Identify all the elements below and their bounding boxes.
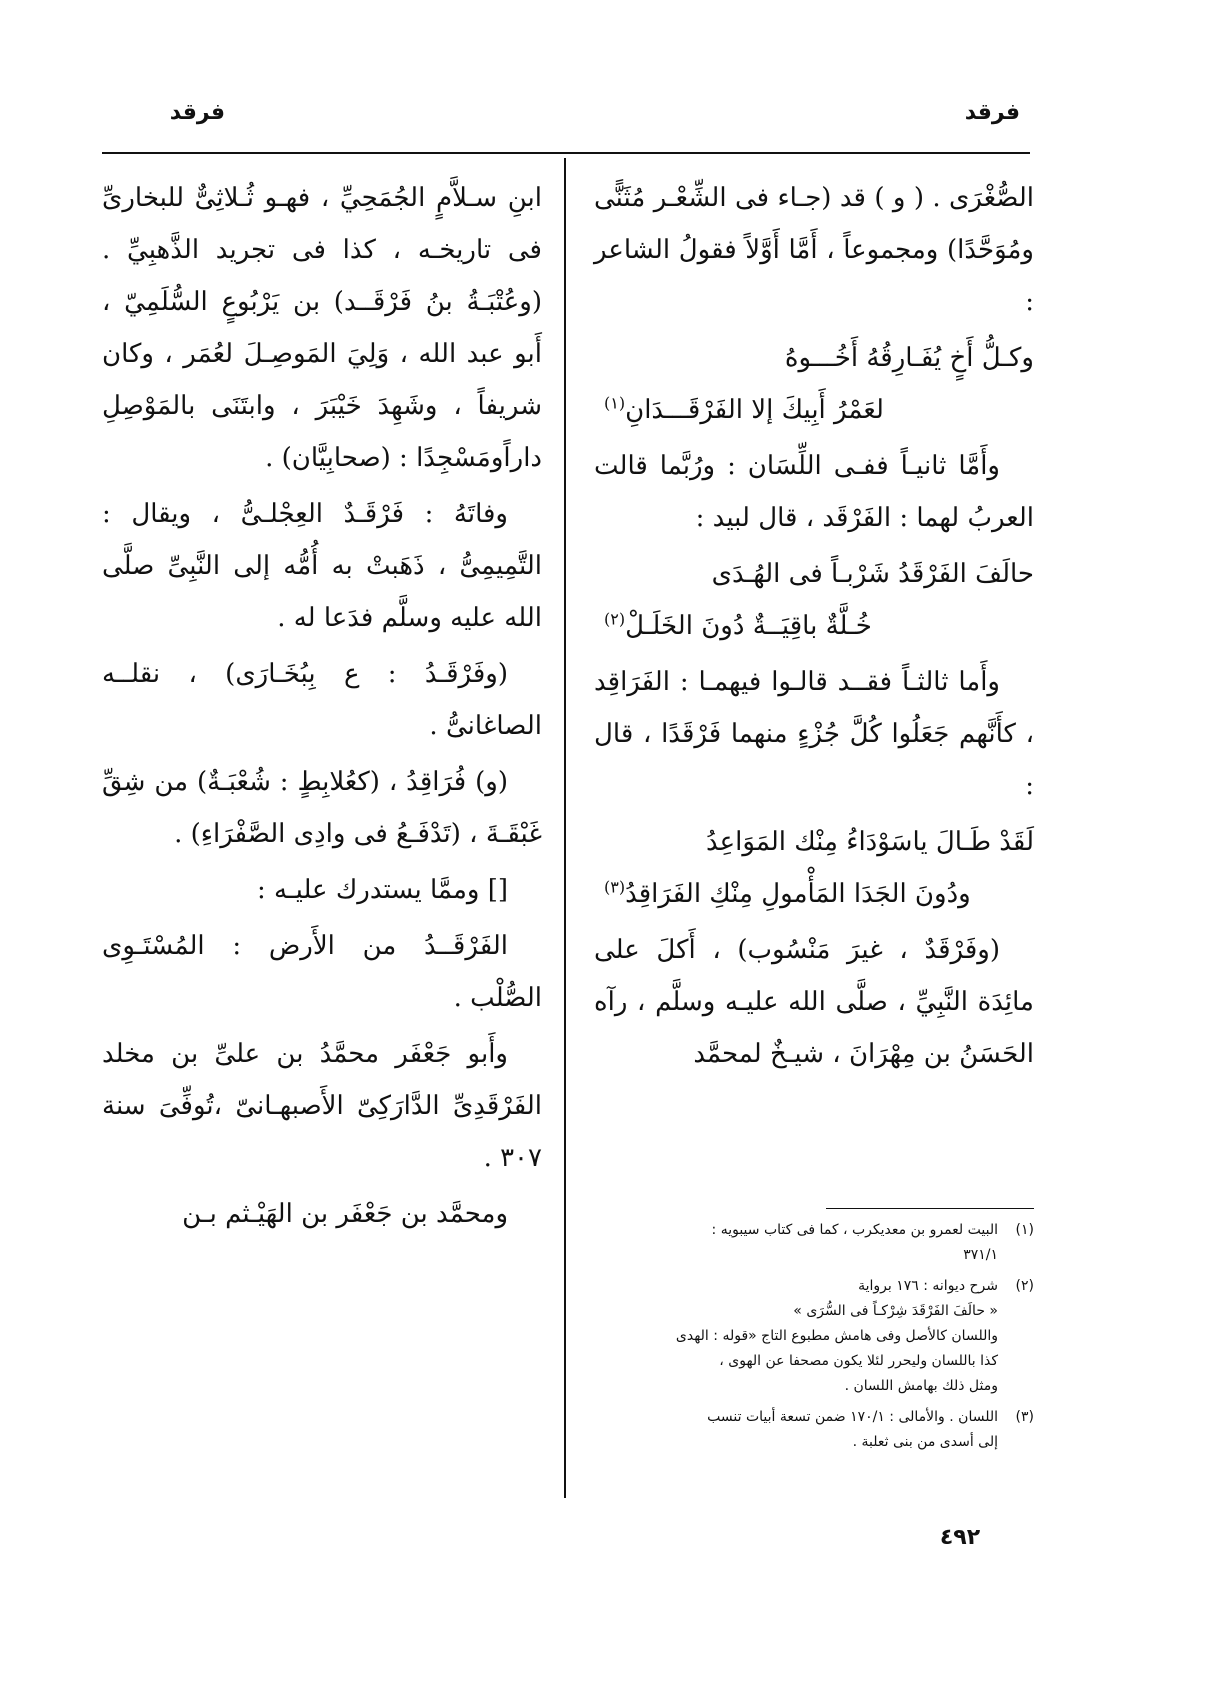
paragraph: الصُّغْرَى . ( و ) قد (جـاء فى الشِّعْـر مُثَنًّى ومُوَحَّدًا) ومجموعاً ، أَمَّا أَوَّلاً فقولُ الشاعر : [594, 183, 1034, 317]
footnotes [594, 1218, 1034, 1461]
footnote-rule [826, 1208, 1034, 1209]
verse-text: لعَمْرُ أَبِيكَ إلا الفَرْقَـــدَانِ [625, 395, 884, 425]
footnote-reference: (١) [604, 393, 626, 413]
verse-hemistich [594, 384, 1034, 436]
footnote-line: شرح ديوانه : ١٧٦ برواية [858, 1278, 998, 1294]
header-rule [102, 152, 1030, 154]
footnote-line: البيت لعمرو بن معديكرب ، كما فى كتاب سيبويه : [711, 1222, 998, 1238]
footnote-line: واللسان كالأصل وفى هامش مطبوع التاج «قوله : الهدى [675, 1328, 998, 1344]
footnote-reference: (٢) [604, 609, 626, 629]
paragraph: ومحمَّد بن جَعْفَر بن الهَيْـثم بـن [182, 1199, 508, 1229]
running-head-left: فرقد [169, 100, 225, 125]
right-column [594, 172, 1034, 1084]
paragraph: وأَبو جَعْفَر محمَّدُ بن علىِّ بن مخلد الفَرْقَدِىِّ الدَّارَكِىّ الأَصبهـانىّ ،تُوفِّىَ سنة ٣٠٧ . [102, 1039, 542, 1173]
verse-hemistich: حالَفَ الفَرْقَدُ شَرْبـاً فى الهُـدَى [711, 559, 1034, 589]
page-number: ٤٩٢ [939, 1525, 981, 1550]
paragraph: [] وممَّا يستدرك عليـه : [257, 875, 508, 905]
verse-hemistich [594, 600, 1034, 652]
left-column [102, 172, 542, 1244]
paragraph: وأَما ثالثـاً فقــد قالـوا فيهمـا : الفَرَاقِد ، كأَنَّهم جَعَلُوا كُلَّ جُزْءٍ منهما فَرْقَدًا ، قال : [594, 667, 1034, 801]
footnote-text [594, 1405, 998, 1455]
verse [594, 332, 1034, 436]
column-divider [564, 158, 566, 1498]
verse [594, 816, 1034, 920]
paragraph: الفَرْقَــدُ من الأَرض : المُسْتَـوِى الصُّلْب . [102, 931, 542, 1013]
footnote-line: ومثل ذلك بهامش اللسان . [844, 1378, 998, 1394]
footnote-text [594, 1218, 998, 1268]
footnote-number: (٣) [1015, 1409, 1034, 1425]
footnote-text [594, 1274, 998, 1399]
footnote-line: إلى أسدى من بنى ثعلبة . [852, 1434, 998, 1450]
footnote [594, 1218, 1034, 1268]
footnote-line: ٣٧١/١ [963, 1247, 998, 1263]
paragraph: (وفَرْقَدٌ ، غيرَ مَنْسُوب) ، أَكلَ على مائِدَة النَّبِيِّ ، صلَّى الله عليـه وسلَّم ، رآه الحَسَنُ بن مِهْرَانَ ، شيـخٌ لمحمَّد [594, 935, 1034, 1069]
verse-hemistich: لَقَدْ طَـالَ ياسَوْدَاءُ مِنْك المَوَاعِدُ [706, 827, 1034, 857]
paragraph: (وفَرْقَـدُ : ع بِبُخَـارَى) ، نقلــه الصاغانىُّ . [102, 659, 542, 741]
footnote [594, 1405, 1034, 1455]
verse-hemistich: وكـلُّ أَخٍ يُفَـارِقُهُ أَخُـــوهُ [784, 343, 1034, 373]
footnote-line: « حالَفَ الفَرْقَدَ شِرْكـاً فى السُّرَى » [793, 1303, 998, 1319]
footnote-number: (٢) [1015, 1278, 1034, 1294]
paragraph: ابنِ سـلاَّمٍ الجُمَحِيِّ ، فهـو ثُـلاثِىٌّ للبخارىِّ فى تاريخـه ، كذا فى تجريد الذَّهبِيِّ . (وعُتْبَـةُ بنُ فَرْقَــد) بن يَرْبُوعٍ السُّلَمِيّ ، أَبو عبد الله ، وَلِيَ المَوصِـلَ لعُمَر ، وكان شريفاً ، وشَهِدَ خَيْبَرَ ، وابتَنَى بالمَوْصِلِ داراًومَسْجِدًا : (صحابِيَّان) . [102, 183, 542, 473]
verse-text: ودُونَ الجَدَا المَأْمولِ مِنْكِ الفَرَاقِدُ [625, 879, 971, 909]
verse-text: خُـلَّةٌ باقِيَــةٌ دُونَ الخَلَـلْ [625, 611, 872, 641]
footnote-reference: (٣) [604, 877, 626, 897]
running-head-right: فرقد [964, 100, 1020, 125]
footnote-line: اللسان . والأمالى : ١٧٠/١ ضمن تسعة أبيات تنسب [707, 1409, 998, 1425]
footnote [594, 1274, 1034, 1399]
paragraph: وأَمَّا ثانيـاً ففـى اللِّسَان : ورُبَّما قالت العربُ لهما : الفَرْقَد ، قال لبيد : [594, 451, 1034, 533]
verse-hemistich [594, 868, 1034, 920]
verse [594, 548, 1034, 652]
paragraph: وفاتَهُ : فَرْقَـدٌ العِجْلـىُّ ، ويقال : التَّمِيمِىُّ ، ذَهَبتْ به أُمُّه إلى النَّبِىِّ صلَّى الله عليه وسلَّم فدَعا له . [102, 499, 542, 633]
paragraph: (و) فُرَاقِدُ ، (كعُلابِطٍ : شُعْبَـةٌ) من شِقِّ غَبْقَـةَ ، (تَدْفَـعُ فى وادِى الصَّفْرَاءِ) . [102, 767, 542, 849]
footnote-line: كذا باللسان وليحرر لئلا يكون مصحفا عن الهوى ، [719, 1353, 998, 1369]
footnote-number: (١) [1015, 1222, 1034, 1238]
